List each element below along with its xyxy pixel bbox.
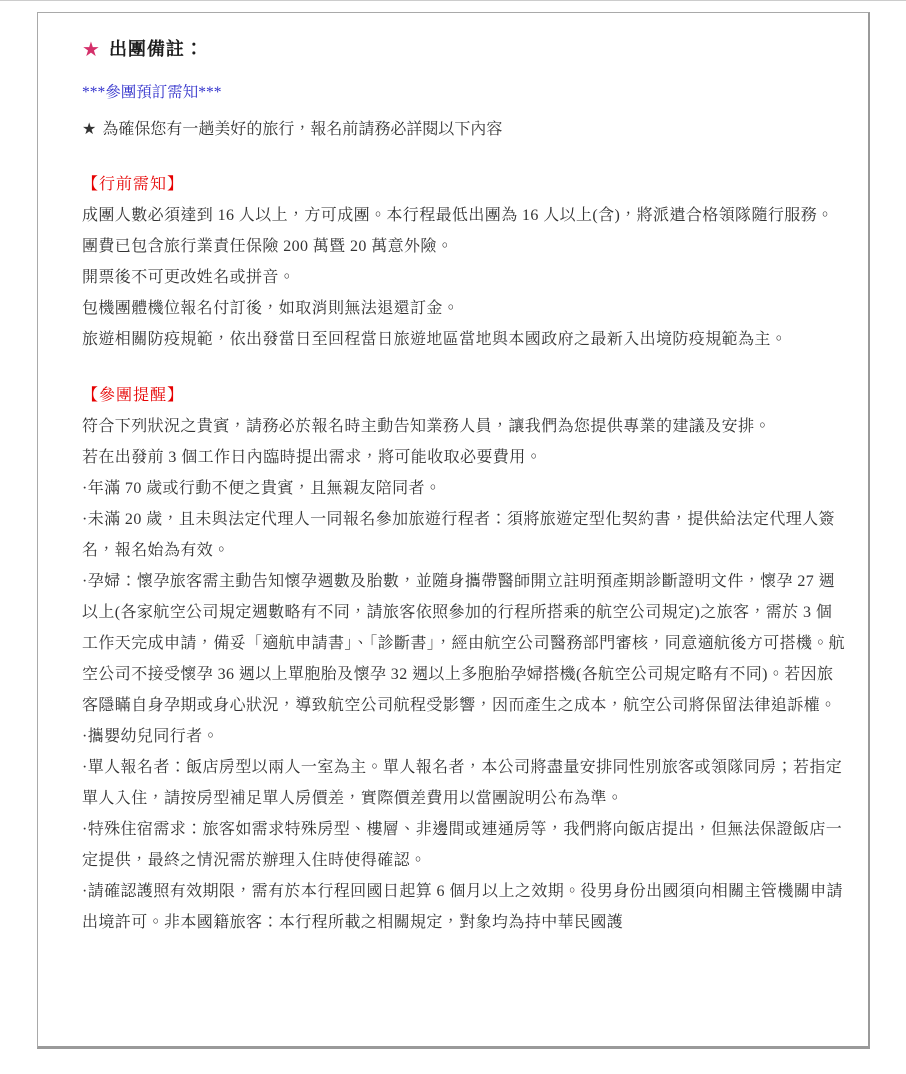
paragraph: 團費已包含旅行業責任保險 200 萬暨 20 萬意外險。: [82, 238, 454, 255]
section: [82, 169, 846, 355]
intro-line: [82, 116, 846, 144]
paragraph: 成團人數必須達到 16 人以上，方可成團。本行程最低出團為 16 人以上(含)，將派遣合格領隊隨行服務。: [82, 207, 834, 224]
pink-star-icon: ★: [82, 39, 101, 61]
paragraph: ·未滿 20 歲，且未與法定代理人一同報名參加旅遊行程者：須將旅遊定型化契約書，提供給法定代理人簽名，報名始為有效。: [82, 511, 835, 559]
paragraph: 開票後不可更改姓名或拼音。: [82, 269, 296, 286]
section-heading: 【行前需知】: [82, 176, 185, 193]
paragraph: ·攜嬰幼兒同行者。: [82, 728, 219, 745]
paragraph: ·單人報名者：飯店房型以兩人一室為主。單人報名者，本公司將盡量安排同性別旅客或領隊同房；若指定單人入住，請按房型補足單人房價差，實際價差費用以當團說明公布為準。: [82, 759, 843, 807]
intro-text: 為確保您有一趟美好的旅行，報名前請務必詳閱以下內容: [102, 121, 503, 138]
section-paragraphs: [82, 411, 846, 938]
paragraph: ·年滿 70 歲或行動不便之貴賓，且無親友陪同者。: [82, 480, 442, 497]
paragraph: 符合下列狀況之貴賓，請務必於報名時主動告知業務人員，讓我們為您提供專業的建議及安排。: [82, 418, 771, 435]
paragraph: 包機團體機位報名付訂後，如取消則無法退還訂金。: [82, 300, 460, 317]
paragraph: ·特殊住宿需求：旅客如需求特殊房型、樓層、非邊間或連通房等，我們將向飯店提出，但無法保證飯店一定提供，最終之情況需於辦理入住時使得確認。: [82, 821, 843, 869]
section-heading: 【參團提醒】: [82, 387, 185, 404]
sections: [82, 169, 846, 938]
page-title: [82, 35, 846, 62]
paragraph: ·請確認護照有效期限，需有於本行程回國日起算 6 個月以上之效期。役男身份出國須向相關主管機關申請出境許可。非本國籍旅客：本行程所載之相關規定，對象均為持中華民國護: [82, 883, 843, 931]
paragraph: 旅遊相關防疫規範，依出發當日至回程當日旅遊地區當地與本國政府之最新入出境防疫規範為主。: [82, 331, 788, 348]
paragraph: ·孕婦：懷孕旅客需主動告知懷孕週數及胎數，並隨身攜帶醫師開立註明預產期診斷證明文件，懷孕 27 週以上(各家航空公司規定週數略有不同，請旅客依照參加的行程所搭乘的航空公司規定)之旅客，需於 3 個工作天完成申請，備妥「適航申請書」、「診斷書」，經由航空公司醫務部門審核，同意適航後方可搭機。航空公司不接受懷孕 36 週以上單胞胎及懷孕 32 週以上多胞胎孕婦搭機(各航空公司規定略有不同)。若因旅客隱瞞自身孕期或身心狀況，導致航空公司航程受影響，因而產生之成本，航空公司將保留法律追訴權。: [82, 573, 846, 714]
section: [82, 380, 846, 938]
page-title-text: 出團備註：: [108, 39, 204, 59]
section-paragraphs: [82, 200, 846, 355]
paragraph: 若在出發前 3 個工作日內臨時提出需求，將可能收取必要費用。: [82, 449, 543, 466]
booking-notice-label: ***參團預訂需知***: [82, 84, 222, 101]
black-star-icon: ★: [82, 121, 97, 138]
tour-notes-panel: [37, 12, 870, 1049]
